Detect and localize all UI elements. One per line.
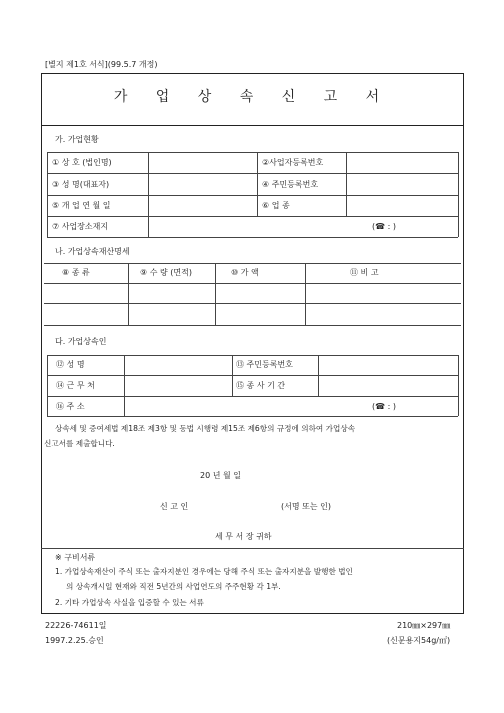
divider bbox=[41, 548, 464, 549]
divider bbox=[128, 263, 129, 325]
divider bbox=[47, 416, 458, 417]
field-label-company-name: ① 상 호 (법인명) bbox=[52, 158, 112, 167]
workplace-field[interactable] bbox=[126, 377, 230, 394]
field-label-opening-date: ⑤ 개 업 연 월 일 bbox=[52, 201, 111, 210]
form-code: 22226-74611일 bbox=[45, 621, 107, 630]
reporter-name-field[interactable] bbox=[205, 498, 275, 514]
resident-no-field[interactable] bbox=[348, 175, 456, 193]
opening-date-field[interactable] bbox=[150, 197, 255, 214]
business-type-field[interactable] bbox=[348, 197, 456, 214]
employment-period-field[interactable] bbox=[320, 377, 456, 394]
divider bbox=[41, 125, 464, 126]
asset-remarks-cell[interactable] bbox=[307, 285, 459, 301]
declaration-text-line1: 상속세 및 증여세법 제18조 제3항 및 동법 시행령 제15조 제6항의 규정에 의하여 가업상속 bbox=[55, 424, 356, 433]
field-label-employment-period: ⑮ 종 사 기 간 bbox=[236, 381, 286, 390]
form-reference: [별지 제1호 서식](99.5.7 개정) bbox=[45, 60, 158, 69]
field-label-business-address: ⑦ 사업장소재지 bbox=[52, 222, 109, 231]
heir-resident-no-field[interactable] bbox=[320, 357, 456, 373]
divider bbox=[47, 355, 458, 356]
field-label-workplace: ⑭ 근 무 처 bbox=[56, 381, 95, 390]
field-label-heir-name: ⑫ 성 명 bbox=[56, 360, 85, 369]
divider bbox=[44, 303, 461, 304]
asset-remarks-cell[interactable] bbox=[307, 305, 459, 323]
business-phone-field[interactable]: (☎ : ) bbox=[372, 222, 396, 231]
divider bbox=[44, 283, 461, 284]
section-heading-business: 가. 가업현황 bbox=[55, 135, 99, 144]
divider bbox=[458, 152, 459, 237]
divider bbox=[305, 263, 306, 325]
divider bbox=[47, 216, 458, 217]
column-header-type: ⑧ 종 류 bbox=[62, 268, 90, 277]
divider bbox=[47, 375, 458, 376]
divider bbox=[47, 396, 458, 397]
attachments-heading: ※ 구비서류 bbox=[55, 553, 96, 562]
asset-type-cell[interactable] bbox=[46, 285, 126, 301]
divider bbox=[318, 355, 319, 396]
representative-field[interactable] bbox=[150, 175, 255, 193]
asset-value-cell[interactable] bbox=[217, 285, 303, 301]
field-label-business-type: ⑥ 업 종 bbox=[262, 201, 290, 210]
heir-name-field[interactable] bbox=[126, 357, 230, 373]
recipient-label: 세 무 서 장 귀하 bbox=[215, 532, 272, 541]
divider bbox=[44, 263, 461, 264]
section-heading-heir: 다. 가업상속인 bbox=[55, 337, 107, 346]
attachment-item-1-line1: 1. 가업상속재산이 주식 또는 출자지분인 경우에는 당해 주식 또는 출자지분을 발행한 법인 bbox=[55, 567, 353, 576]
divider bbox=[47, 195, 458, 196]
section-heading-assets: 나. 가업상속재산명세 bbox=[55, 247, 130, 256]
company-name-field[interactable] bbox=[150, 154, 255, 171]
divider bbox=[124, 355, 125, 416]
reporter-label: 신 고 인 bbox=[160, 502, 189, 511]
divider bbox=[47, 152, 458, 153]
divider bbox=[148, 152, 149, 237]
declaration-text-line2: 신고서를 제출합니다. bbox=[44, 439, 115, 448]
asset-value-cell[interactable] bbox=[217, 305, 303, 323]
business-address-field[interactable] bbox=[150, 218, 370, 235]
asset-type-cell[interactable] bbox=[46, 305, 126, 323]
divider bbox=[47, 355, 48, 416]
field-label-heir-address: ⑯ 주 소 bbox=[56, 402, 85, 411]
heir-phone-field[interactable]: (☎ : ) bbox=[372, 402, 396, 411]
attachment-item-1-line2: 의 상속개시일 현재와 직전 5년간의 사업연도의 주주현황 각 1부. bbox=[66, 582, 281, 591]
business-reg-no-field[interactable] bbox=[348, 154, 456, 171]
heir-address-field[interactable] bbox=[126, 398, 370, 414]
divider bbox=[346, 152, 347, 216]
asset-quantity-cell[interactable] bbox=[130, 305, 213, 323]
divider bbox=[47, 173, 458, 174]
field-label-heir-resident-no: ⑬ 주민등록번호 bbox=[236, 360, 293, 369]
attachment-item-2: 2. 기타 가업상속 사실을 입증할 수 있는 서류 bbox=[55, 598, 204, 607]
divider bbox=[47, 237, 458, 238]
paper-type: (신문용지54g/㎡) bbox=[387, 636, 451, 645]
divider bbox=[215, 263, 216, 325]
paper-size: 210㎜×297㎜ bbox=[397, 621, 451, 630]
divider bbox=[458, 355, 459, 416]
field-label-representative: ③ 성 명(대표자) bbox=[52, 180, 110, 189]
divider bbox=[47, 152, 48, 237]
column-header-quantity: ⑨ 수 량 (면적) bbox=[140, 268, 192, 277]
signature-label: (서명 또는 인) bbox=[281, 502, 331, 511]
divider bbox=[232, 355, 233, 396]
approval-date: 1997.2.25.승인 bbox=[45, 636, 104, 645]
divider bbox=[257, 152, 258, 216]
field-label-resident-no: ④ 주민등록번호 bbox=[262, 180, 319, 189]
column-header-value: ⑩ 가 액 bbox=[231, 268, 259, 277]
divider bbox=[44, 325, 461, 326]
form-title: 가 업 상 속 신 고 서 bbox=[113, 89, 392, 105]
column-header-remarks: ⑪ 비 고 bbox=[350, 268, 379, 277]
asset-quantity-cell[interactable] bbox=[130, 285, 213, 301]
submission-date: 20 년 월 일 bbox=[200, 471, 241, 480]
field-label-business-reg-no: ②사업자등록번호 bbox=[262, 158, 324, 167]
